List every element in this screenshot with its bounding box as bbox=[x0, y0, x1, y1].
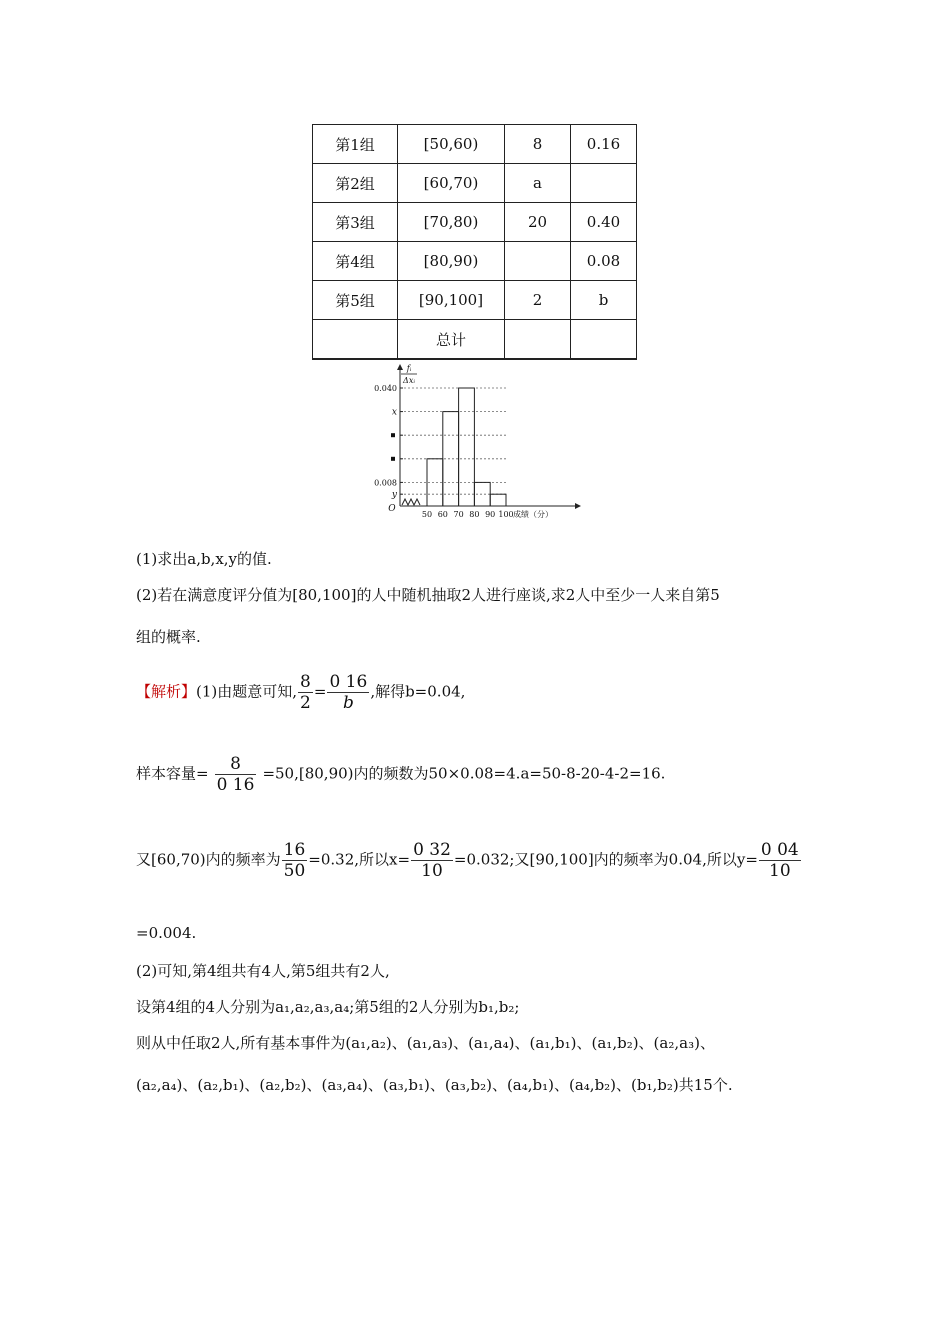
fraction bbox=[215, 754, 257, 795]
table-cell: 0.40 bbox=[571, 203, 637, 242]
part-2-line-1: (2)可知,第4组共有4人,第5组共有2人, bbox=[136, 962, 390, 980]
table-cell: 2 bbox=[505, 281, 571, 320]
table-row bbox=[313, 164, 637, 203]
x-tick-label: 50 bbox=[421, 510, 433, 519]
fraction-numerator: 0 04 bbox=[760, 840, 799, 860]
solution-line-2 bbox=[136, 754, 665, 795]
frequency-table bbox=[312, 124, 637, 360]
solution-text: =0.032;又[90,100]内的频率为0.04,所以y= bbox=[453, 850, 758, 869]
fraction-numerator: 0 16 bbox=[329, 672, 368, 692]
question-1: (1)求出a,b,x,y的值. bbox=[136, 550, 272, 568]
table-cell: 20 bbox=[505, 203, 571, 242]
table-cell: [90,100] bbox=[398, 281, 505, 320]
y-axis-label-denominator: Δxᵢ bbox=[403, 376, 415, 385]
table-cell: 0.08 bbox=[571, 242, 637, 281]
table-cell bbox=[571, 320, 637, 360]
y-axis-arrow-icon bbox=[397, 364, 403, 370]
question-2-line-2: 组的概率. bbox=[136, 628, 201, 646]
table-cell: 总计 bbox=[398, 320, 505, 360]
y-tick-label: x bbox=[391, 407, 397, 418]
table-cell: 0.16 bbox=[571, 125, 637, 164]
solution-text: 又[60,70)内的频率为 bbox=[136, 850, 281, 869]
solution-text: 样本容量= bbox=[136, 764, 209, 783]
fraction-numerator: 8 bbox=[300, 672, 311, 692]
equals-sign: = bbox=[313, 682, 327, 701]
frequency-histogram bbox=[360, 362, 585, 524]
table-cell: 第5组 bbox=[313, 281, 398, 320]
fraction bbox=[411, 840, 453, 881]
solution-line-3 bbox=[136, 840, 802, 881]
table-cell: 第3组 bbox=[313, 203, 398, 242]
fraction-denominator: 10 bbox=[421, 861, 443, 881]
x-tick-label: 60 bbox=[437, 510, 448, 519]
origin-label: O bbox=[388, 504, 396, 514]
question-2-line-1: (2)若在满意度评分值为[80,100]的人中随机抽取2人进行座谈,求2人中至少一人来自第5 bbox=[136, 586, 720, 604]
fraction-denominator: 10 bbox=[769, 861, 791, 881]
y-tick-square-icon bbox=[391, 457, 395, 461]
table-cell bbox=[571, 164, 637, 203]
fraction bbox=[759, 840, 801, 881]
solution-line-1 bbox=[136, 672, 465, 713]
table-cell: 8 bbox=[505, 125, 571, 164]
fraction-denominator: 0 16 bbox=[216, 775, 255, 795]
table-row bbox=[313, 320, 637, 360]
fraction-numerator: 0 32 bbox=[413, 840, 451, 860]
part-2-line-2: 设第4组的4人分别为a₁,a₂,a₃,a₄;第5组的2人分别为b₁,b₂; bbox=[136, 998, 520, 1016]
table-cell: 第4组 bbox=[313, 242, 398, 281]
table-row bbox=[313, 242, 637, 281]
y-axis-label-numerator: fᵢ bbox=[406, 364, 412, 373]
fraction-denominator: 2 bbox=[300, 693, 311, 713]
fraction-denominator: 50 bbox=[283, 861, 306, 881]
table-cell: [70,80) bbox=[398, 203, 505, 242]
table-row bbox=[313, 125, 637, 164]
table-cell: [60,70) bbox=[398, 164, 505, 203]
part-2-line-4: (a₂,a₄)、(a₂,b₁)、(a₂,b₂)、(a₃,a₄)、(a₃,b₁)、(a₃,b₂)、(a₄,b₁)、(a₄,b₂)、(b₁,b₂)共15个. bbox=[136, 1076, 733, 1094]
x-tick-label: 70 bbox=[453, 510, 464, 519]
y-tick-label: y bbox=[391, 490, 397, 501]
histogram-bar bbox=[459, 388, 475, 506]
fraction-denominator: b bbox=[342, 693, 354, 713]
y-tick-label: 0.040 bbox=[374, 384, 397, 393]
solution-text: (1)由题意可知, bbox=[196, 682, 298, 701]
x-axis-label: 成绩（分） bbox=[513, 510, 553, 519]
y-tick-label: 0.008 bbox=[374, 478, 397, 488]
x-tick-label: 80 bbox=[469, 510, 480, 519]
histogram-bar bbox=[490, 494, 506, 506]
table-cell bbox=[505, 242, 571, 281]
table-cell bbox=[505, 320, 571, 360]
table-row bbox=[313, 281, 637, 320]
solution-text: =50,[80,90)内的频数为50×0.08=4.a=50-8-20-4-2=16. bbox=[262, 764, 666, 783]
solution-text: ,解得b=0.04, bbox=[370, 682, 466, 701]
fraction bbox=[298, 672, 313, 713]
y-tick-square-icon bbox=[391, 433, 395, 437]
fraction bbox=[282, 840, 308, 881]
table-cell: a bbox=[505, 164, 571, 203]
solution-line-4: =0.004. bbox=[136, 924, 197, 942]
table-cell: 第1组 bbox=[313, 125, 398, 164]
table-cell bbox=[313, 320, 398, 360]
axis-break-icon bbox=[402, 499, 420, 505]
table-row bbox=[313, 203, 637, 242]
x-tick-label: 100 bbox=[498, 510, 514, 519]
fraction bbox=[327, 672, 369, 713]
table-cell: [50,60) bbox=[398, 125, 505, 164]
fraction-numerator: 8 bbox=[215, 754, 257, 775]
x-axis-arrow-icon bbox=[575, 503, 581, 509]
table-cell: 第2组 bbox=[313, 164, 398, 203]
solution-text: =0.32,所以x= bbox=[308, 850, 411, 869]
table-cell: [80,90) bbox=[398, 242, 505, 281]
solution-tag: 【解析】 bbox=[136, 682, 197, 701]
fraction-numerator: 16 bbox=[283, 840, 306, 860]
x-tick-label: 90 bbox=[485, 510, 496, 519]
table-cell: b bbox=[571, 281, 637, 320]
part-2-line-3: 则从中任取2人,所有基本事件为(a₁,a₂)、(a₁,a₃)、(a₁,a₄)、(a₁,b₁)、(a₁,b₂)、(a₂,a₃)、 bbox=[136, 1034, 715, 1052]
